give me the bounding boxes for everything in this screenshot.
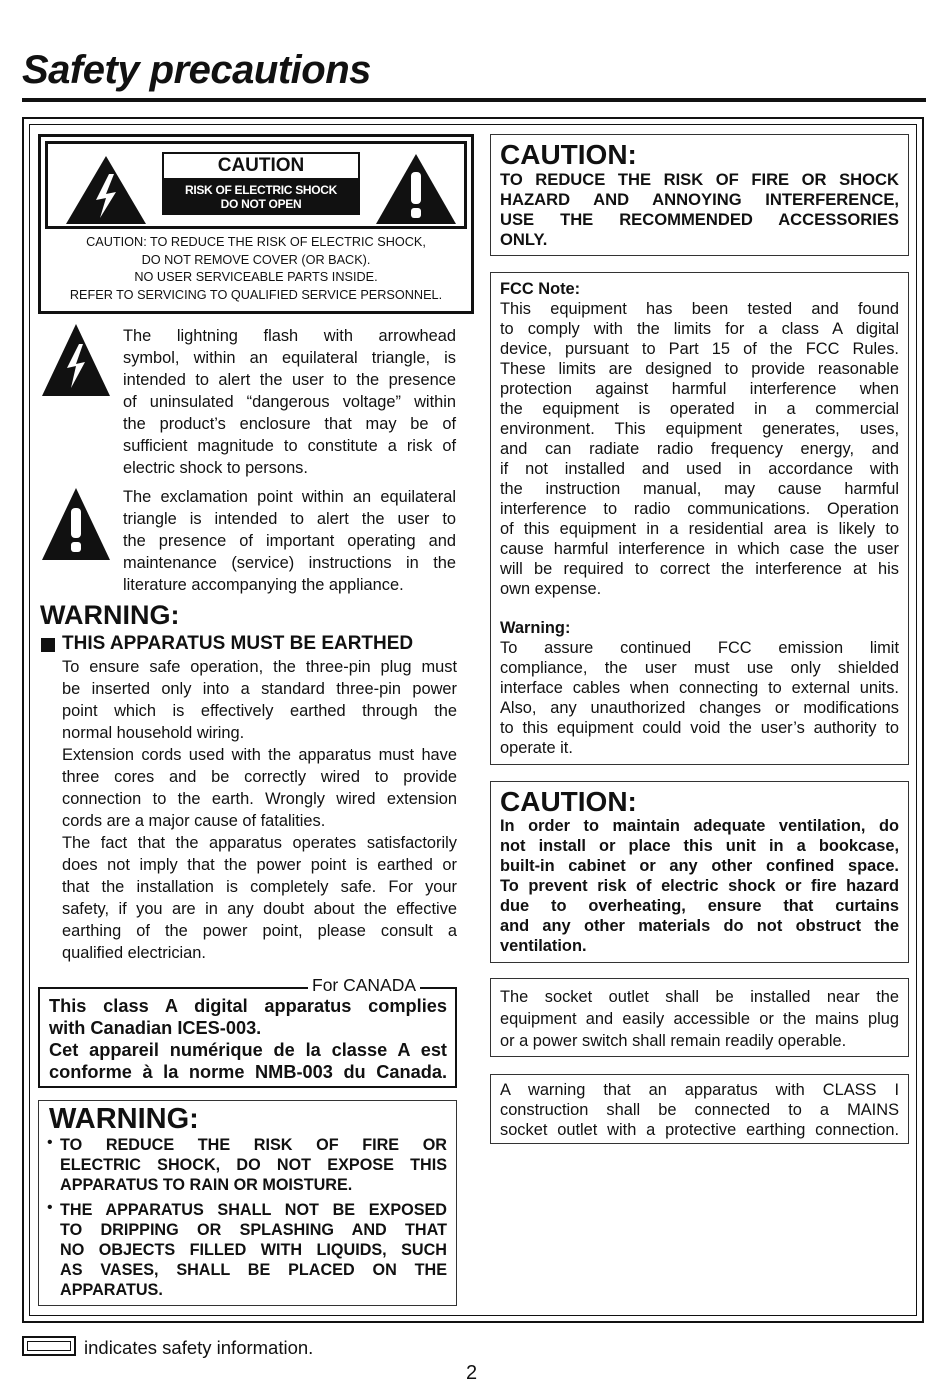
text-line: to comply with the limits for a class A digital xyxy=(500,320,899,338)
rain-warning-bullet-1 xyxy=(60,1135,447,1195)
text-line: Also, any unauthorized changes or modifications xyxy=(500,699,899,717)
text-line: connection to the earth. Wrongly wired extension xyxy=(62,790,457,808)
lightning-warning-icon xyxy=(64,154,148,226)
text-line: The fact that the apparatus operates satisfactorily xyxy=(62,834,457,852)
banner-line: RISK OF ELECTRIC SHOCK xyxy=(184,183,338,197)
text-line: that the installation is completely safe. For your xyxy=(62,878,457,896)
accessories-caution-text xyxy=(500,170,899,250)
text-line: USE THE RECOMMENDED ACCESSORIES xyxy=(500,210,899,229)
text-line: the product’s enclosure that may be of xyxy=(123,415,456,433)
text-line: intended to alert the user to the presence xyxy=(123,371,456,389)
page-number: 2 xyxy=(466,1362,478,1384)
caution-label-header xyxy=(162,152,360,216)
text-line: APPARATUS TO RAIN OR MOISTURE. xyxy=(60,1176,353,1194)
text-line: conforme à la norme NMB-003 du Canada. xyxy=(49,1062,447,1082)
text-line: maintenance (service) instructions in the xyxy=(123,554,456,572)
text-line: THE APPARATUS SHALL NOT BE EXPOSED xyxy=(60,1201,447,1219)
text-line: literature accompanying the appliance. xyxy=(123,576,404,594)
accessories-caution-heading: CAUTION: xyxy=(500,139,637,170)
earthed-subheading: THIS APPARATUS MUST BE EARTHED xyxy=(62,633,414,654)
text-line: The socket outlet shall be installed near the xyxy=(500,988,899,1006)
text-line: This equipment has been tested and found xyxy=(500,300,899,318)
text-line: APPARATUS. xyxy=(60,1281,163,1299)
fcc-note-text xyxy=(500,299,899,599)
text-line: due to overheating, ensure that curtains xyxy=(500,897,899,915)
rain-warning-bullet-2 xyxy=(60,1200,447,1300)
text-line: environment. This equipment generates, uses, xyxy=(500,420,899,438)
text-line: To assure continued FCC emission limit xyxy=(500,639,899,657)
text-line: symbol, within an equilateral triangle, is xyxy=(123,349,456,367)
text-line: qualified electrician. xyxy=(62,944,206,962)
text-line: The lightning flash with arrowhead xyxy=(123,327,456,345)
caution-label xyxy=(38,134,474,314)
text-line: device, pursuant to Part 15 of the FCC Rules. xyxy=(500,340,899,358)
page-title: Safety precautions xyxy=(22,48,371,92)
text-line: Extension cords used with the apparatus must have xyxy=(62,746,457,764)
fcc-warning-text xyxy=(500,638,899,758)
text-line: protection against harmful interference when xyxy=(500,380,899,398)
text-line: To ensure safe operation, the three-pin plug must xyxy=(62,658,457,676)
text-line: These limits are designed to provide reasonable xyxy=(500,360,899,378)
rain-warning-heading: WARNING: xyxy=(49,1103,199,1135)
text-line: TO REDUCE THE RISK OF FIRE OR SHOCK xyxy=(500,170,899,189)
safety-info-legend: indicates safety information. xyxy=(84,1337,314,1358)
exclamation-warning-icon xyxy=(374,152,458,226)
text-line: to this equipment could void the user’s authority to xyxy=(500,719,899,737)
caution-label-heading: CAUTION xyxy=(162,152,360,180)
text-line: interference to radio communications. Operation xyxy=(500,500,899,518)
exclamation-symbol-icon xyxy=(40,486,112,562)
text-line: ventilation. xyxy=(500,937,587,955)
text-line: In order to maintain adequate ventilation, do xyxy=(500,817,899,835)
title-rule xyxy=(22,98,926,102)
text-line: triangle is intended to alert the user to xyxy=(123,510,456,528)
text-line: the equipment is operated in a commercial xyxy=(500,400,899,418)
text-line: ONLY. xyxy=(500,230,548,249)
text-line: construction shall be connected to a MAINS xyxy=(500,1101,899,1119)
text-line: HAZARD AND ANNOYING INTERFERENCE, xyxy=(500,190,899,209)
text-line: Cet appareil numérique de la classe A est xyxy=(49,1040,447,1060)
text-line: will be required to correct the interference at his xyxy=(500,560,899,578)
safety-info-icon xyxy=(22,1336,76,1356)
text-line: socket outlet with a protective earthing connection. xyxy=(500,1121,899,1139)
caution-label-top xyxy=(45,141,467,229)
text-line: A warning that an apparatus with CLASS I xyxy=(500,1081,899,1099)
ventilation-caution-heading: CAUTION: xyxy=(500,786,637,817)
lightning-explanation xyxy=(123,325,456,479)
text-line: safety, if you are in any doubt about the effective xyxy=(62,900,457,918)
text-line: This class A digital apparatus complies xyxy=(49,996,447,1016)
square-bullet-icon xyxy=(41,638,55,652)
socket-outlet-text xyxy=(500,986,899,1052)
text-line: not install or place this unit in a bookcase, xyxy=(500,837,899,855)
banner-line: DO NOT OPEN xyxy=(220,197,302,211)
text-line: cords are a major cause of fatalities. xyxy=(62,812,326,830)
fcc-warning-heading: Warning: xyxy=(500,619,571,637)
text-line: built-in cabinet or any other confined space. xyxy=(500,857,899,875)
text-line: To prevent risk of electric shock or fire hazard xyxy=(500,877,899,895)
text-line: point which is effectively earthed through the xyxy=(62,702,457,720)
text-line: be inserted only into a standard three-pin power xyxy=(62,680,457,698)
text-line: NO OBJECTS FILLED WITH LIQUIDS, SUCH xyxy=(60,1241,447,1259)
text-line: sufficient magnitude to constitute a risk of xyxy=(123,437,456,455)
text-line: electric shock to persons. xyxy=(123,459,308,477)
text-line: ELECTRIC SHOCK, DO NOT EXPOSE THIS xyxy=(60,1156,447,1174)
text-line: TO REDUCE THE RISK OF FIRE OR xyxy=(60,1136,447,1154)
exclamation-explanation xyxy=(123,486,456,596)
text-line: of this equipment in a residential area is likely to xyxy=(500,520,899,538)
ventilation-caution-text xyxy=(500,816,899,956)
label-line: NO USER SERVICEABLE PARTS INSIDE. xyxy=(134,270,378,284)
text-line: interface cables when connecting to external units. xyxy=(500,679,899,697)
text-line: TO DRIPPING OR SPLASHING AND THAT xyxy=(60,1221,447,1239)
text-line: and can radiate radio frequency energy, and xyxy=(500,440,899,458)
class-one-text xyxy=(500,1080,899,1140)
text-line: the instruction manual, may cause harmful xyxy=(500,480,899,498)
text-line: equipment and easily accessible or the mains plug xyxy=(500,1010,899,1028)
caution-label-text xyxy=(45,234,467,304)
text-line: or a power switch shall remain readily operable. xyxy=(500,1032,847,1050)
text-line: The exclamation point within an equilateral xyxy=(123,488,456,506)
text-line: of uninsulated “dangerous voltage” within xyxy=(123,393,456,411)
text-line: with Canadian ICES-003. xyxy=(49,1018,262,1038)
text-line: and any other materials do not obstruct the xyxy=(500,917,899,935)
canada-text xyxy=(49,995,447,1083)
text-line: operate it. xyxy=(500,739,573,757)
text-line: normal household wiring. xyxy=(62,724,245,742)
bullet-icon: • xyxy=(47,1199,53,1216)
text-line: compliance, the user must use only shielded xyxy=(500,659,899,677)
lightning-symbol-icon xyxy=(40,322,112,398)
fcc-note-heading: FCC Note: xyxy=(500,280,581,298)
text-line: the presence of important operating and xyxy=(123,532,456,550)
label-line: DO NOT REMOVE COVER (OR BACK). xyxy=(141,252,371,267)
text-line: AS VASES, SHALL BE PLACED ON THE xyxy=(60,1261,447,1279)
label-line: REFER TO SERVICING TO QUALIFIED SERVICE PERSONNEL. xyxy=(69,287,443,302)
text-line: cause harmful interference in which case the user xyxy=(500,540,899,558)
text-line: if not installed and used in accordance with xyxy=(500,460,899,478)
warning-heading: WARNING: xyxy=(40,600,180,630)
caution-label-banner xyxy=(162,180,360,215)
text-line: own expense. xyxy=(500,580,602,598)
text-line: three cores and be correctly wired to provide xyxy=(62,768,457,786)
text-line: earthing of the power point, please consult a xyxy=(62,922,457,940)
bullet-icon: • xyxy=(47,1134,53,1151)
text-line: does not imply that the power point is earthed or xyxy=(62,856,457,874)
label-line: CAUTION: TO REDUCE THE RISK OF ELECTRIC SHOCK, xyxy=(86,235,426,249)
canada-label: For CANADA xyxy=(308,975,420,996)
earthed-text xyxy=(62,656,457,964)
